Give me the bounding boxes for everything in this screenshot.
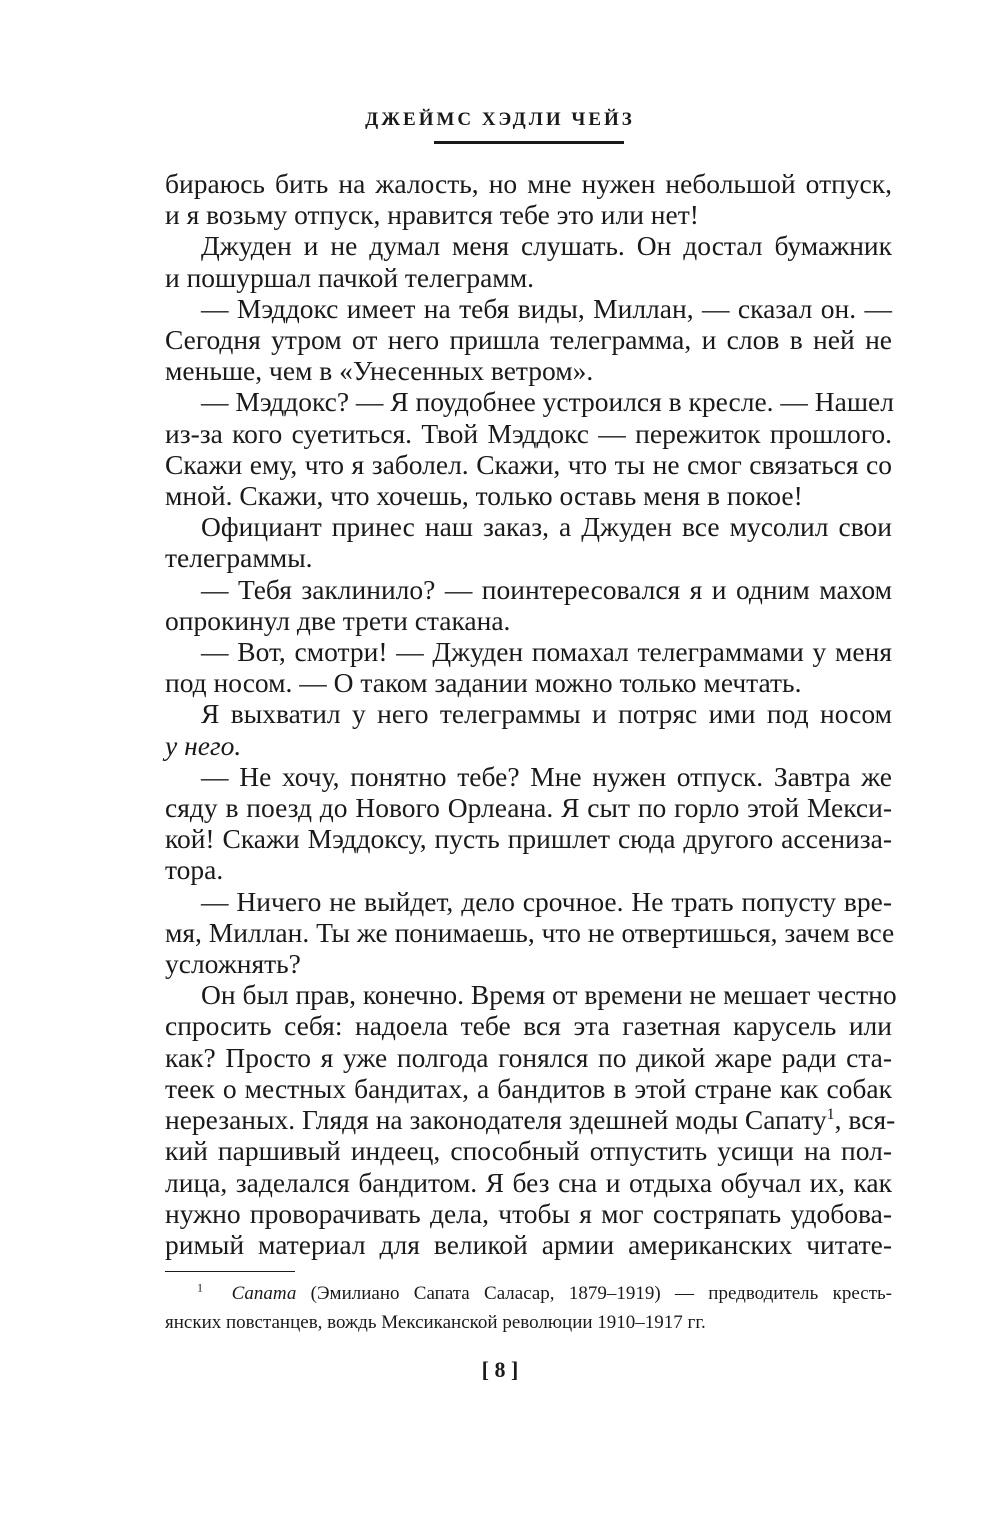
text-line: — Тебя заклинило? — поинтересовался я и одним махом (201, 573, 892, 605)
text-line: — Мэддокс имеет на тебя виды, Миллан, — сказал он. — (201, 292, 892, 324)
footnote-marker: 1 (197, 1280, 203, 1295)
main-text (165, 168, 897, 1260)
text-line: опрокинул две трети стакана. (165, 604, 511, 636)
text-line (165, 730, 892, 761)
text-line: как? Просто я уже полгода гонялся по дикой жаре ради ста- (165, 1041, 892, 1073)
text-line: Скажи ему, что я заболел. Скажи, что ты не смог связаться со (165, 448, 892, 480)
text-segment: нерезаных. Глядя на законодателя здешней моды Сапату (165, 1104, 827, 1136)
text-line (165, 1104, 896, 1136)
text-line: теек о местных бандитах, а бандитов в этой стране как собак (165, 1072, 892, 1104)
text-segment: , вся- (834, 1104, 896, 1136)
footnote-term: Сапата (231, 1283, 297, 1304)
footnote-reference[interactable]: 1 (826, 1105, 835, 1123)
text-line: Он был прав, конечно. Время от времени не мешает честно (201, 979, 897, 1011)
text-line: спросить себя: надоела тебе вся эта газетная карусель или (165, 1010, 892, 1042)
text-line: бираюсь бить на жалость, но мне нужен небольшой отпуск, (165, 168, 892, 199)
footnote (165, 1279, 892, 1337)
text-line: кой! Скажи Мэддоксу, пусть пришлет сюда другого ассениза- (165, 823, 892, 855)
footnote-line: янских повстанцев, вождь Мексиканской революции 1910–1917 гг. (165, 1312, 706, 1333)
text-line: кий паршивый индеец, способный отпустить усищи на пол- (165, 1135, 892, 1167)
footnote-text: (Эмилиано Сапата Саласар, 1879–1919) — предводитель кресть- (296, 1283, 892, 1304)
text-line: — Ничего не выйдет, дело срочное. Не трать попусту вре- (201, 885, 892, 917)
text-line: под носом. — О таком задании можно только мечтать. (165, 667, 802, 699)
page-number: [ 8 ] (481, 1357, 519, 1382)
text-line: — Мэддокс? — Я поудобнее устроился в кресле. — Нашел (201, 386, 894, 418)
text-line: Сегодня утром от него пришла телеграмма, и слов в ней не (165, 324, 892, 356)
text-line: сяду в поезд до Нового Орлеана. Я сыт по горло этой Мекси- (165, 792, 892, 824)
italic-text: у него. (165, 729, 242, 761)
text-line: и пошуршал пачкой телеграмм. (165, 261, 534, 293)
text-line: Джуден и не думал меня слушать. Он достал бумажник (201, 230, 892, 262)
text-line: усложнять? (165, 948, 301, 980)
text-line: римый материал для великой армии американских читате- (165, 1228, 892, 1260)
header-rule (434, 141, 624, 144)
text-line: и я возьму отпуск, нравится тебе это или нет! (165, 199, 699, 231)
text-line: Официант принес наш заказ, а Джуден все мусолил свои (201, 511, 892, 543)
text-line: тора. (165, 854, 224, 886)
footnote-rule (165, 1271, 295, 1272)
text-line: мной. Скажи, что хочешь, только оставь меня в покое! (165, 480, 803, 512)
text-line: из-за кого суетиться. Твой Мэддокс — пережиток прошлого. (165, 417, 892, 449)
footnote-line (165, 1279, 892, 1308)
text-line: меньше, чем в «Унесенных ветром». (165, 355, 594, 387)
text-line: мя, Миллан. Ты же понимаешь, что не отвертишься, зачем все (165, 916, 895, 948)
text-line: Я выхватил у него телеграммы и потряс ими под носом (201, 698, 892, 730)
text-line: — Вот, смотри! — Джуден помахал телеграммами у меня (201, 636, 892, 668)
text-line: лица, заделался бандитом. Я без сна и отдыха обучал их, как (165, 1166, 892, 1198)
text-line: телеграммы. (165, 542, 313, 574)
running-head: ДЖЕЙМС ХЭДЛИ ЧЕЙЗ (365, 109, 635, 130)
text-line: нужно проворачивать дела, чтобы я мог состряпать удобова- (165, 1197, 892, 1229)
text-line: — Не хочу, понятно тебе? Мне нужен отпуск. Завтра же (201, 760, 892, 792)
